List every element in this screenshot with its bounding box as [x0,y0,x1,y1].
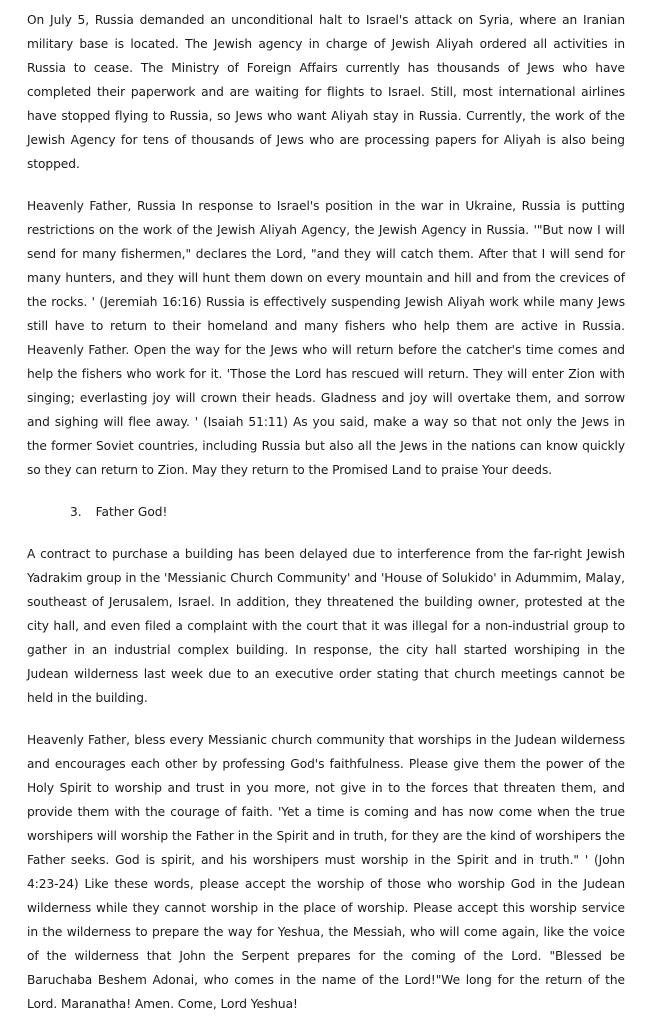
paragraph-spacer [27,524,625,542]
document-page [27,8,625,1016]
paragraph-spacer [27,176,625,194]
paragraph-prayer-messianic: Heavenly Father, bless every Messianic church community that worships in the Judean wilderness and encourages each other by professing God's faithfulness. Please give them the power of the Holy Spirit to worship and trust in you more, not give in to the forces that threaten them, and provide them with the courage of faith. 'Yet a time is coming and has now come when the true worshipers will worship the Father in the Spirit and in truth, for they are the kind of worshipers the Father seeks. God is spirit, and his worshipers must worship in the Spirit and in truth." ' (John 4:23-24) Like these words, please accept the worship of those who worship God in the Judean wilderness while they cannot worship in the place of worship. Please accept this worship service in the wilderness to prepare the way for Yeshua, the Messiah, who will come again, like the voice of the wilderness that John the Serpent prepares for the coming of the Lord. "Blessed be Baruchaba Beshem Adonai, who comes in the name of the Lord!"We long for the return of the Lord. Maranatha! Amen. Come, Lord Yeshua! [27,733,625,1011]
numbered-heading [27,500,625,524]
paragraph-building-contract: A contract to purchase a building has been delayed due to interference from the far-right Jewish Yadrakim group in the 'Messianic Church Community' and 'House of Solukido' in Adummim, Malay, southeast of Jerusalem, Israel. In addition, they threatened the building owner, protested at the city hall, and even filed a complaint with the court that it was illegal for a non-industrial group to gather in an industrial complex building. In response, the city hall started worshiping in the Judean wilderness last week due to an executive order stating that church meetings cannot be held in the building. [27,547,625,705]
paragraph-spacer [27,482,625,500]
paragraph-spacer [27,710,625,728]
paragraph-russia-aliyah: On July 5, Russia demanded an unconditional halt to Israel's attack on Syria, where an Iranian military base is located. The Jewish agency in charge of Jewish Aliyah ordered all activities in Russia to cease. The Ministry of Foreign Affairs currently has thousands of Jews who have completed their paperwork and are waiting for flights to Israel. Still, most international airlines have stopped flying to Russia, so Jews who want Aliyah stay in Russia. Currently, the work of the Jewish Agency for tens of thousands of Jews who are processing papers for Aliyah is also being stopped. [27,13,625,171]
paragraph-prayer-russia: Heavenly Father, Russia In response to Israel's position in the war in Ukraine, Russia is putting restrictions on the work of the Jewish Aliyah Agency, the Jewish Agency in Russia. '"But now I will send for many fishermen," declares the Lord, "and they will catch them. After that I will send for many hunters, and they will hunt them down on every mountain and hill and from the crevices of the rocks. ' (Jeremiah 16:16) Russia is effectively suspending Jewish Aliyah work while many Jews still have to return to their homeland and many fishers who help them are active in Russia. Heavenly Father. Open the way for the Jews who will return before the catcher's time comes and help the fishers who work for it. 'Those the Lord has rescued will return. They will enter Zion with singing; everlasting joy will crown their heads. Gladness and joy will overtake them, and sorrow and sighing will flee away. ' (Isaiah 51:11) As you said, make a way so that not only the Jews in the former Soviet countries, including Russia but also all the Jews in the nations can know quickly so they can return to Zion. May they return to the Promised Land to praise Your deeds. [27,199,625,477]
list-heading-text: Father God! [95,505,168,519]
list-number: 3. [70,505,82,519]
